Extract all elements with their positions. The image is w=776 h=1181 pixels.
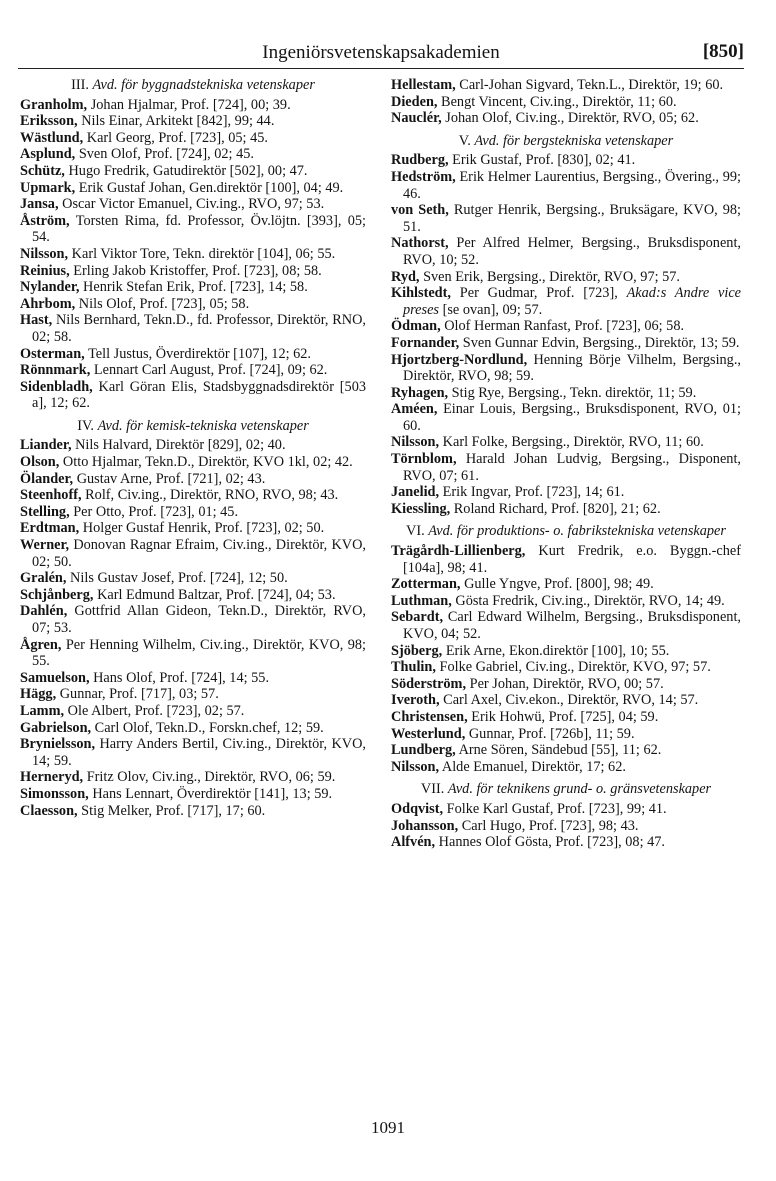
member-surname: Fornander,	[391, 334, 460, 351]
member-surname: Liander,	[20, 437, 72, 454]
section-heading	[20, 77, 366, 94]
member-entry	[391, 726, 741, 743]
member-entry	[20, 454, 366, 471]
member-surname: Ödman,	[391, 318, 441, 335]
section-numeral: IV.	[77, 417, 95, 434]
member-surname: Nathorst,	[391, 235, 449, 252]
member-details: Einar Louis, Bergsing., Bruksdisponent, RVO, 01; 60.	[403, 401, 741, 434]
section-heading	[391, 523, 741, 540]
member-entry	[20, 97, 366, 114]
member-surname: Hedström,	[391, 168, 456, 185]
member-surname: Rudberg,	[391, 152, 449, 169]
member-details: Gösta Fredrik, Civ.ing., Direktör, RVO, 14; 49.	[455, 592, 725, 609]
member-details: Stig Melker, Prof. [717], 17; 60.	[81, 802, 266, 819]
member-surname: Wästlund,	[20, 129, 84, 146]
member-surname: Granholm,	[20, 96, 88, 113]
member-surname: Eriksson,	[20, 113, 78, 130]
member-entry	[391, 451, 741, 484]
member-surname: Gabrielson,	[20, 719, 92, 736]
section-heading	[391, 133, 741, 150]
member-entry	[20, 279, 366, 296]
member-details: Johan Olof, Civ.ing., Direktör, RVO, 05; 62.	[445, 110, 699, 127]
member-details: Gunnar, Prof. [726b], 11; 59.	[468, 725, 635, 742]
member-surname: Törnblom,	[391, 451, 457, 468]
member-entry	[391, 285, 741, 318]
member-surname: Reinius,	[20, 262, 70, 279]
member-surname: Luthman,	[391, 592, 452, 609]
member-details: Holger Gustaf Henrik, Prof. [723], 02; 50.	[82, 520, 325, 537]
member-surname: Steenhoff,	[20, 487, 82, 504]
member-details: Olof Herman Ranfast, Prof. [723], 06; 58.	[444, 318, 685, 335]
member-details: Gunnar, Prof. [717], 03; 57.	[59, 686, 219, 703]
member-surname: Erdtman,	[20, 520, 80, 537]
member-surname: Hellestam,	[391, 77, 456, 93]
member-details: Nils Gustav Josef, Prof. [724], 12; 50.	[70, 570, 288, 587]
member-details: Erik Hohwü, Prof. [725], 04; 59.	[471, 708, 659, 725]
member-details: Sven Olof, Prof. [724], 02; 45.	[78, 146, 254, 163]
section-numeral: III.	[71, 77, 89, 93]
member-entry	[20, 113, 366, 130]
member-details: Harry Anders Bertil, Civ.ing., Direktör, KVO, 14; 59.	[32, 736, 366, 769]
member-surname: Hast,	[20, 312, 53, 329]
member-surname: Janelid,	[391, 484, 440, 501]
member-details: Carl Edward Wilhelm, Bergsing., Bruksdisponent, KVO, 04; 52.	[403, 609, 741, 642]
member-surname: Thulin,	[391, 659, 436, 676]
member-entry	[20, 196, 366, 213]
member-details: Bengt Vincent, Civ.ing., Direktör, 11; 60.	[441, 93, 677, 110]
member-entry	[391, 593, 741, 610]
member-details: Oscar Victor Emanuel, Civ.ing., RVO, 97; 53.	[62, 196, 325, 213]
member-entry	[391, 543, 741, 576]
member-details: Roland Richard, Prof. [820], 21; 62.	[453, 500, 661, 517]
member-entry	[20, 504, 366, 521]
member-entry	[391, 676, 741, 693]
member-surname: Samuelson,	[20, 669, 90, 686]
member-entry	[20, 213, 366, 246]
member-details: Torsten Rima, fd. Professor, Öv.löjtn. [393], 05; 54.	[32, 212, 366, 246]
member-details: Hans Olof, Prof. [724], 14; 55.	[93, 669, 270, 686]
member-surname: Schjånberg,	[20, 586, 94, 603]
running-header	[18, 38, 744, 69]
member-entry	[391, 576, 741, 593]
member-details: Folke Gabriel, Civ.ing., Direktör, KVO, 97; 57.	[439, 659, 711, 676]
member-details: Erik Gustaf Johan, Gen.direktör [100], 04; 49.	[78, 179, 344, 196]
member-entry	[391, 434, 741, 451]
member-entry	[20, 637, 366, 670]
section-title: Avd. för bergstekniska vetenskaper	[474, 132, 674, 149]
member-entry	[391, 335, 741, 352]
member-details: Per Gudmar, Prof. [723],	[459, 285, 618, 302]
member-entry	[20, 146, 366, 163]
member-details: Nils Bernhard, Tekn.D., fd. Professor, Direktör, RNO, 02; 58.	[32, 312, 367, 345]
member-entry	[391, 501, 741, 518]
member-entry	[20, 296, 366, 313]
member-details: Karl Georg, Prof. [723], 05; 45.	[86, 129, 268, 146]
member-entry	[20, 720, 366, 737]
member-entry	[391, 742, 741, 759]
member-entry	[391, 94, 741, 111]
member-entry	[391, 801, 741, 818]
member-details: Per Otto, Prof. [723], 01; 45.	[73, 503, 239, 520]
section-heading	[391, 781, 741, 798]
member-details: Erik Helmer Laurentius, Bergsing., Övering., 99; 46.	[403, 168, 741, 202]
section-numeral: VII.	[420, 781, 445, 798]
member-details: Gottfrid Allan Gideon, Tekn.D., Direktör, RVO, 07; 53.	[32, 603, 366, 636]
member-details: Fritz Olov, Civ.ing., Direktör, RVO, 06; 59.	[86, 769, 336, 786]
member-entry	[20, 487, 366, 504]
section-title: Avd. för teknikens grund- o. gränsvetenskaper	[447, 781, 712, 798]
section-numeral: VI.	[406, 523, 425, 540]
member-surname: Claesson,	[20, 802, 78, 819]
member-entry	[20, 437, 366, 454]
member-surname: Ölander,	[20, 470, 74, 487]
member-surname: Upmark,	[20, 179, 76, 196]
member-entry	[391, 110, 741, 127]
member-entry	[20, 603, 366, 636]
member-surname: Osterman,	[20, 345, 85, 362]
member-entry	[20, 736, 366, 769]
member-details: Erik Arne, Ekon.direktör [100], 10; 55.	[445, 642, 670, 659]
member-details: Carl Olof, Tekn.D., Forskn.chef, 12; 59.	[94, 719, 324, 736]
member-details: Erling Jakob Kristoffer, Prof. [723], 08; 58.	[73, 262, 322, 279]
member-surname: Kiessling,	[391, 500, 451, 517]
member-title-italic: Akad:s Andre vice preses	[403, 285, 742, 318]
member-details: Karl Folke, Bergsing., Direktör, RVO, 11; 60.	[442, 434, 704, 451]
member-entry	[391, 643, 741, 660]
member-entry	[391, 659, 741, 676]
member-surname: Stelling,	[20, 503, 70, 520]
member-details: Stig Rye, Bergsing., Tekn. direktör, 11; 59.	[451, 384, 697, 401]
member-entry	[20, 587, 366, 604]
member-surname: Westerlund,	[391, 725, 466, 742]
member-surname: Sidenbladh,	[20, 378, 93, 395]
member-details: Hans Lennart, Överdirektör [141], 13; 59.	[92, 785, 333, 802]
member-entry	[391, 401, 741, 434]
member-entry	[20, 130, 366, 147]
member-entry	[391, 709, 741, 726]
member-surname: Odqvist,	[391, 800, 444, 817]
member-entry	[391, 169, 741, 202]
member-details: Henrik Stefan Erik, Prof. [723], 14; 58.	[83, 279, 308, 296]
member-details: Per Johan, Direktör, RVO, 00; 57.	[469, 675, 664, 692]
member-entry	[391, 818, 741, 835]
member-entry	[20, 570, 366, 587]
member-entry	[391, 269, 741, 286]
member-details: Carl Hugo, Prof. [723], 98; 43.	[461, 817, 639, 834]
member-entry	[20, 362, 366, 379]
member-surname: Trägårdh-Lillienberg,	[391, 543, 526, 560]
member-details: Ole Albert, Prof. [723], 02; 57.	[67, 702, 245, 719]
member-details: Arne Sören, Sändebud [55], 11; 62.	[458, 742, 662, 759]
left-column	[20, 77, 366, 819]
member-details: Erik Ingvar, Prof. [723], 14; 61.	[442, 484, 625, 501]
member-surname: Söderström,	[391, 675, 467, 692]
member-details: Hannes Olof Gösta, Prof. [723], 08; 47.	[438, 834, 665, 851]
member-surname: Nylander,	[20, 279, 80, 296]
member-entry	[20, 180, 366, 197]
member-details: Nils Einar, Arkitekt [842], 99; 44.	[81, 113, 275, 130]
member-surname: Iveroth,	[391, 692, 440, 709]
member-surname: Ryd,	[391, 268, 420, 285]
member-entry	[391, 202, 741, 235]
member-details: Otto Hjalmar, Tekn.D., Direktör, KVO 1kl, 02; 42.	[62, 454, 353, 471]
member-details: Folke Karl Gustaf, Prof. [723], 99; 41.	[446, 800, 667, 817]
member-surname: Lundberg,	[391, 742, 456, 759]
member-entry	[20, 670, 366, 687]
member-surname: Nilsson,	[391, 434, 440, 451]
member-surname: Améen,	[391, 401, 438, 418]
member-surname: Ahrbom,	[20, 295, 76, 312]
member-details: Sven Gunnar Edvin, Bergsing., Direktör, 13; 59.	[462, 334, 740, 351]
member-details: Sven Erik, Bergsing., Direktör, RVO, 97; 57.	[423, 268, 681, 285]
section-title: Avd. för kemisk-tekniska vetenskaper	[97, 417, 309, 434]
member-details: Nils Halvard, Direktör [829], 02; 40.	[75, 437, 286, 454]
member-surname: Sebardt,	[391, 609, 444, 626]
member-details: Hugo Fredrik, Gatudirektör [502], 00; 47.	[68, 162, 308, 179]
member-surname: Jansa,	[20, 196, 59, 213]
member-details-tail: [se ovan], 09; 57.	[442, 301, 543, 318]
member-surname: Åström,	[20, 212, 70, 229]
member-details: Alde Emanuel, Direktör, 17; 62.	[441, 758, 626, 775]
member-details: Per Henning Wilhelm, Civ.ing., Direktör, KVO, 98; 55.	[32, 636, 367, 670]
member-surname: Christensen,	[391, 708, 468, 725]
member-surname: Schütz,	[20, 162, 65, 179]
header-title: Ingeniörsvetenskapsakademien	[262, 42, 500, 63]
member-surname: Ågren,	[20, 636, 62, 653]
member-entry	[20, 786, 366, 803]
member-entry	[20, 163, 366, 180]
member-details: Rutger Henrik, Bergsing., Bruksägare, KVO, 98; 51.	[403, 202, 741, 235]
member-entry	[391, 77, 741, 94]
member-surname: Gralén,	[20, 570, 67, 587]
member-surname: Nauclér,	[391, 110, 442, 127]
member-surname: Johansson,	[391, 817, 459, 834]
member-surname: Rönnmark,	[20, 362, 91, 379]
member-surname: Herneryd,	[20, 769, 84, 786]
member-entry	[20, 520, 366, 537]
right-column	[391, 77, 741, 851]
member-details: Donovan Ragnar Efraim, Civ.ing., Direktör, KVO, 02; 50.	[32, 537, 366, 570]
member-surname: Nilsson,	[20, 245, 69, 262]
member-surname: Ryhagen,	[391, 384, 449, 401]
member-entry	[20, 769, 366, 786]
member-details: Kurt Fredrik, e.o. Byggn.-chef [104a], 98; 41.	[403, 543, 741, 576]
member-surname: Lamm,	[20, 702, 65, 719]
member-surname: Asplund,	[20, 146, 76, 163]
section-numeral: V.	[458, 132, 471, 149]
member-surname: Olson,	[20, 454, 60, 471]
member-surname: Kihlstedt,	[391, 285, 451, 302]
member-details: Per Alfred Helmer, Bergsing., Bruksdisponent, RVO, 10; 52.	[403, 235, 742, 268]
member-details: Tell Justus, Överdirektör [107], 12; 62.	[88, 345, 312, 362]
member-entry	[20, 803, 366, 820]
member-surname: Zotterman,	[391, 576, 461, 593]
member-entry	[391, 385, 741, 402]
member-surname: Werner,	[20, 537, 70, 554]
member-details: Carl-Johan Sigvard, Tekn.L., Direktör, 19; 60.	[459, 77, 724, 93]
member-surname: Hägg,	[20, 686, 57, 703]
member-entry	[20, 686, 366, 703]
member-entry	[391, 484, 741, 501]
member-entry	[391, 609, 741, 642]
member-entry	[391, 692, 741, 709]
member-entry	[391, 834, 741, 851]
member-entry	[391, 152, 741, 169]
member-surname: Dieden,	[391, 93, 438, 110]
member-details: Nils Olof, Prof. [723], 05; 58.	[78, 295, 250, 312]
member-details: Gulle Yngve, Prof. [800], 98; 49.	[464, 576, 654, 593]
member-surname: Hjortzberg-Nordlund,	[391, 351, 528, 368]
section-title: Avd. för byggnadstekniska vetenskaper	[92, 77, 315, 93]
member-surname: von Seth,	[391, 202, 449, 219]
member-entry	[20, 471, 366, 488]
member-surname: Alfvén,	[391, 834, 436, 851]
member-surname: Nilsson,	[391, 758, 440, 775]
page-number: 1091	[371, 1118, 405, 1137]
member-entry	[20, 263, 366, 280]
member-details: Karl Göran Elis, Stadsbyggnadsdirektör [503 a], 12; 62.	[32, 378, 366, 412]
member-details: Lennart Carl August, Prof. [724], 09; 62.	[93, 362, 328, 379]
member-surname: Simonsson,	[20, 785, 89, 802]
member-details: Erik Gustaf, Prof. [830], 02; 41.	[452, 152, 636, 169]
member-entry	[391, 759, 741, 776]
member-entry	[391, 235, 741, 268]
section-heading	[20, 418, 366, 435]
section-title: Avd. för produktions- o. fabrikstekniska vetenskaper	[428, 523, 726, 540]
header-page-ref: [850]	[702, 41, 744, 62]
member-details: Carl Axel, Civ.ekon., Direktör, RVO, 14; 57.	[443, 692, 699, 709]
member-details: Karl Viktor Tore, Tekn. direktör [104], 06; 55.	[71, 245, 336, 262]
member-details: Gustav Arne, Prof. [721], 02; 43.	[76, 470, 266, 487]
member-details: Karl Edmund Baltzar, Prof. [724], 04; 53.	[97, 586, 336, 603]
member-details: Rolf, Civ.ing., Direktör, RNO, RVO, 98; 43.	[85, 487, 339, 504]
member-details: Henning Börje Vilhelm, Bergsing., Direktör, RVO, 98; 59.	[403, 351, 741, 385]
member-entry	[391, 318, 741, 335]
member-entry	[20, 537, 366, 570]
member-entry	[391, 352, 741, 385]
member-details: Johan Hjalmar, Prof. [724], 00; 39.	[90, 96, 291, 113]
member-entry	[20, 346, 366, 363]
member-entry	[20, 379, 366, 412]
member-surname: Dahlén,	[20, 603, 68, 620]
member-surname: Brynielsson,	[20, 736, 96, 753]
member-entry	[20, 246, 366, 263]
member-details: Harald Johan Ludvig, Bergsing., Disponent, RVO, 07; 61.	[403, 451, 741, 484]
member-surname: Sjöberg,	[391, 642, 443, 659]
member-entry	[20, 312, 366, 345]
member-entry	[20, 703, 366, 720]
